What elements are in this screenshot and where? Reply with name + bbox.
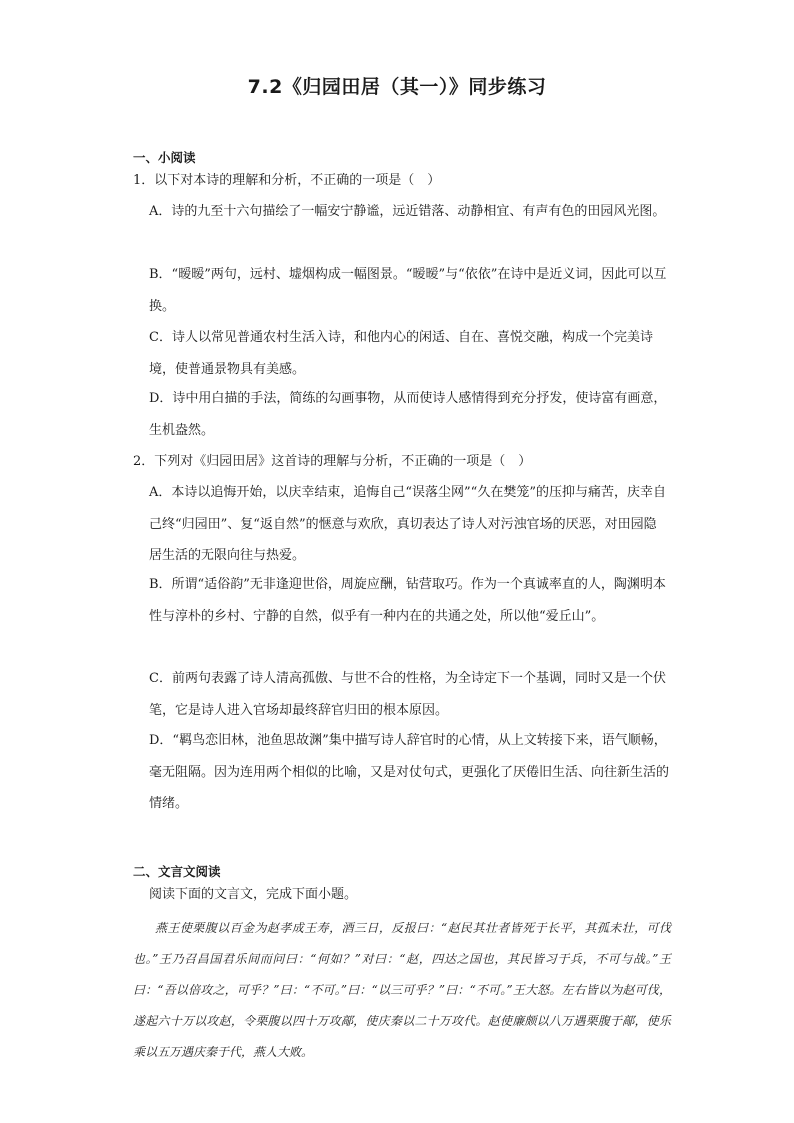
question-1-option-c: C．诗人以常见普通农村生活入诗，和他内心的闲适、自在、喜悦交融，构成一个完美诗境，使普通景物具有美感。 bbox=[149, 330, 653, 377]
question-1-option-d: D．诗中用白描的手法，简练的勾画事物，从而使诗人感情得到充分抒发，使诗富有画意，生机盎然。 bbox=[149, 391, 667, 438]
classical-passage: 燕王使栗腹以百金为赵孝成王寿，酒三日，反报曰：“赵民其壮者皆死于长平，其孤未壮，可伐也。”王乃召昌国君乐间而问曰：“何如？”对曰：“赵，四达之国也，其民皆习于兵，不可与战。”王曰：“吾以倍攻之，可乎？”曰：“不可。”曰：“以三可乎？”曰：“不可。”王大怒。左右皆以为赵可伐，遂起六十万以攻赵，令栗腹以四十万攻鄗，使庆秦以二十万攻代。赵使廉颇以八万遇栗腹于鄗，使乐乘以五万遇庆秦于代，燕人大败。 bbox=[133, 921, 671, 1059]
question-2-stem: 2．下列对《归园田居》这首诗的理解与分析，不正确的一项是（ ） bbox=[133, 454, 532, 469]
question-1-stem: 1．以下对本诗的理解和分析，不正确的一项是（ ） bbox=[133, 173, 441, 188]
question-2-option-a: A．本诗以追悔开始，以庆幸结束，追悔自己“误落尘网”“久在樊笼”的压抑与痛苦，庆幸自己终“归园田”、复“返自然”的惬意与欢欣，真切表达了诗人对污浊官场的厌恶，对田园隐居生活的无限向往与热爱。 bbox=[149, 485, 666, 563]
question-2-option-d: D．“羁鸟恋旧林，池鱼思故渊”集中描写诗人辞官时的心情，从上文转接下来，语气顺畅，毫无阻隔。因为连用两个相似的比喻，又是对仗句式，更强化了厌倦旧生活、向往新生活的情绪。 bbox=[149, 733, 670, 811]
page-title: 7.2《归园田居（其一）》同步练习 bbox=[247, 76, 547, 98]
question-1-option-a: A．诗的九至十六句描绘了一幅安宁静谧，远近错落、动静相宜、有声有色的田园风光图。 bbox=[149, 204, 666, 219]
question-1-option-b: B．“暧暧”两句，远村、墟烟构成一幅图景。“暧暧”与“依依”在诗中是近义词，因此可以互换。 bbox=[149, 267, 667, 314]
question-2-option-c: C．前两句表露了诗人清高孤傲、与世不合的性格，为全诗定下一个基调，同时又是一个伏笔，它是诗人进入官场却最终辞官归田的根本原因。 bbox=[149, 671, 666, 718]
reading-instruction: 阅读下面的文言文，完成下面小题。 bbox=[149, 887, 358, 902]
section-heading-reading: 一、小阅读 bbox=[133, 150, 196, 165]
question-2-option-b: B．所谓“适俗韵”无非逢迎世俗，周旋应酬，钻营取巧。作为一个真诚率直的人，陶渊明本性与淳朴的乡村、宁静的自然，似乎有一种内在的共通之处，所以他“爱丘山”。 bbox=[149, 577, 666, 624]
section-heading-classical: 二、文言文阅读 bbox=[133, 864, 221, 879]
